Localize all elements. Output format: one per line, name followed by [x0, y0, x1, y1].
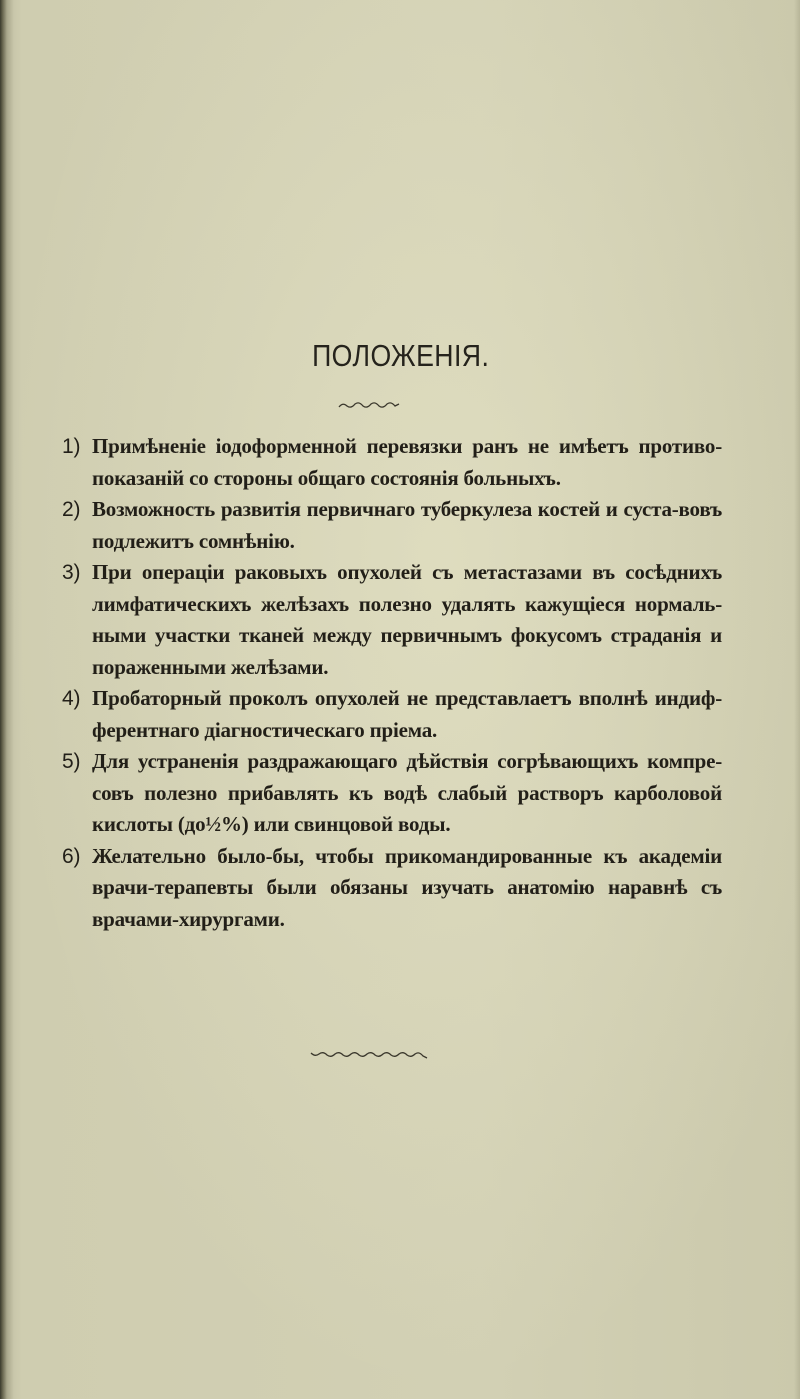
thesis-item [62, 431, 722, 494]
thesis-item [62, 557, 722, 683]
thesis-number: 5) [62, 750, 81, 773]
thesis-text: При операціи раковыхъ опухолей съ метастазами въ сосѣднихъ лимфатическихъ желѣзахъ полезно удалять кажущіеся нормаль-ными участки тканей между первичнымъ фокусомъ страданія и пораженными желѣзами. [92, 560, 722, 679]
thesis-number: 2) [62, 498, 81, 521]
thesis-text: Примѣненіе іодоформенной перевязки ранъ не имѣетъ противо-показаній со стороны общаго состоянія больныхъ. [92, 434, 722, 490]
theses-list [62, 431, 722, 935]
page-title: ПОЛОЖЕНІЯ. [312, 338, 490, 373]
thesis-text: Для устраненія раздражающаго дѣйствія согрѣвающихъ компре-совъ полезно прибавлять къ водѣ слабый растворъ карболовой кислоты (до½%) или свинцовой воды. [92, 749, 722, 836]
thesis-number: 4) [62, 687, 81, 710]
ornament-divider-bottom [310, 1049, 428, 1059]
thesis-text: Пробаторный проколъ опухолей не представлаетъ вполнѣ индиф-ферентнаго діагностическаго пріема. [92, 686, 722, 742]
thesis-text: Возможность развитія первичнаго туберкулеза костей и суста-вовъ подлежитъ сомнѣнію. [92, 497, 722, 553]
page-edge [794, 0, 800, 1399]
thesis-item [62, 841, 722, 936]
thesis-number: 1) [62, 435, 81, 458]
ornament-divider-top [338, 400, 400, 410]
thesis-number: 6) [62, 844, 81, 868]
thesis-item [62, 746, 722, 841]
thesis-item [62, 494, 722, 557]
thesis-number: 3) [62, 561, 81, 584]
thesis-text: Желательно было-бы, чтобы прикомандированные къ академіи врачи-терапевты были обязаны изучать анатомію наравнѣ съ врачами-хирургами. [92, 843, 722, 931]
thesis-item [62, 683, 722, 746]
